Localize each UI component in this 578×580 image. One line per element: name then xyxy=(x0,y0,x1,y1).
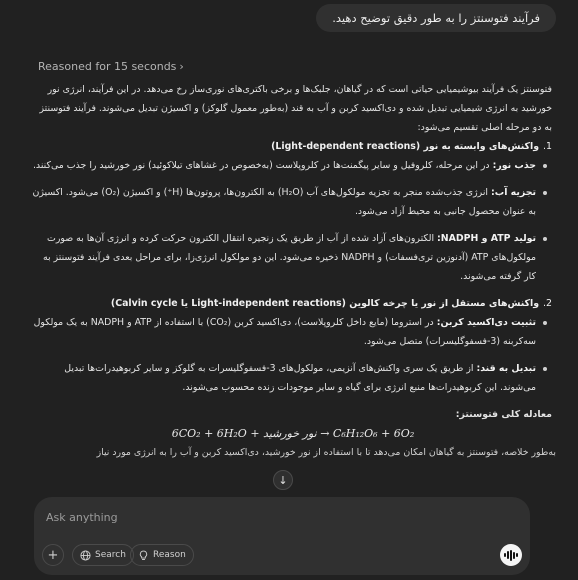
reasoning-label: Reasoned for 15 seconds xyxy=(38,60,177,73)
user-message-bubble xyxy=(316,4,556,32)
bullet-text: انرژی جذب‌شده منجر به تجزیه مولکول‌های آب (H₂O) به الکترون‌ها، پروتون‌ها (H⁺) و اکسیژن (O₂) می‌شود. اکسیژن به عنوان محصول جانبی به محیط آزاد می‌شود. xyxy=(32,187,536,217)
photosynthesis-equation: 6CO₂ + 6H₂O + نور خورشید → C₆H₁₂O₆ + 6O₂ xyxy=(171,427,415,440)
bullet-term: تولید ATP و NADPH: xyxy=(437,233,536,244)
bullet-term: جذب نور: xyxy=(492,160,536,171)
bullet-text: در این مرحله، کلروفیل و سایر پیگمنت‌ها در کلروپلاست (به‌خصوص در غشاهای تیلاکوئید) نور خورشید را جذب می‌کنند. xyxy=(32,160,490,171)
list-item xyxy=(30,156,536,175)
plus-icon: + xyxy=(47,547,59,563)
message-input[interactable] xyxy=(46,507,516,527)
attach-button[interactable] xyxy=(42,544,64,566)
globe-icon xyxy=(80,550,91,561)
message-composer xyxy=(34,497,530,575)
bullet-term: تبدیل به قند: xyxy=(476,363,536,374)
section-1-list xyxy=(30,156,556,286)
waveform-icon xyxy=(504,550,518,561)
voice-mode-button[interactable] xyxy=(500,544,522,566)
section-2-list xyxy=(30,313,556,397)
search-button[interactable] xyxy=(72,544,134,566)
lightbulb-icon xyxy=(138,550,149,561)
section-heading-2 xyxy=(30,294,556,313)
list-item xyxy=(30,229,536,286)
answer-intro: فتوسنتز یک فرآیند بیوشیمیایی حیاتی است که در گیاهان، جلبک‌ها و برخی باکتری‌های نوری‌ساز رخ می‌دهد. در این فرآیند، انرژی نور خورشید به انرژی شیمیایی تبدیل شده و دی‌اکسید کربن و آب به قند (به‌طور معمول گلوکز) و اکسیژن تبدیل می‌شوند. فرآیند فتوسنتز به دو مرحله اصلی تقسیم می‌شود: xyxy=(39,84,552,133)
bullet-text: در استروما (مایع داخل کلروپلاست)، دی‌اکسید کربن (CO₂) با استفاده از ATP و NADPH به یک مولکول سه‌کربنه (3-فسفوگلیسرات) متصل می‌شود. xyxy=(33,317,536,347)
user-message-text: فرآیند فتوسنتز را به طور دقیق توضیح دهید. xyxy=(332,11,540,25)
bullet-term: تثبیت دی‌اکسید کربن: xyxy=(436,317,536,328)
reasoning-toggle[interactable] xyxy=(38,60,184,73)
list-item xyxy=(30,313,536,351)
scroll-down-button[interactable] xyxy=(273,470,293,490)
equation-title: معادله کلی فتوسنتز: xyxy=(455,409,552,420)
bullet-text: از طریق یک سری واکنش‌های آنزیمی، مولکول‌های 3-فسفوگلیسرات به گلوکز و سایر کربوهیدرات‌ها تبدیل می‌شوند. این کربوهیدرات‌ها منبع انرژی برای گیاه و سایر موجودات زنده محسوب می‌شوند. xyxy=(64,363,536,393)
search-label: Search xyxy=(95,550,126,560)
assistant-answer xyxy=(30,80,556,462)
chevron-right-icon: › xyxy=(179,60,184,73)
section-heading-1 xyxy=(30,137,556,156)
list-item xyxy=(30,359,536,397)
reason-button[interactable] xyxy=(130,544,194,566)
bullet-text: الکترون‌های آزاد شده از آب از طریق یک زنجیره انتقال الکترون حرکت کرده و انرژی آن‌ها به صورت مولکول‌های ATP (آدنوزین تری‌فسفات) و NADPH ذخیره می‌شود. این دو مولکول انرژی‌زا، برای مراحل بعدی فرآیند فتوسنتز به کار گرفته می‌شوند. xyxy=(42,233,536,282)
list-item xyxy=(30,183,536,221)
section-number: 1. xyxy=(543,141,552,152)
section-title: واکنش‌های وابسته به نور (Light-dependent reactions) xyxy=(271,141,540,152)
arrow-down-icon: ↓ xyxy=(278,473,288,487)
reason-label: Reason xyxy=(153,550,186,560)
section-title: واکنش‌های مستقل از نور یا چرخه کالوین (Light-independent reactions یا Calvin cycle) xyxy=(110,298,540,309)
section-number: 2. xyxy=(543,298,552,309)
bullet-term: تجزیه آب: xyxy=(491,187,536,198)
answer-summary: به‌طور خلاصه، فتوسنتز به گیاهان امکان می‌دهد تا با استفاده از نور خورشید، دی‌اکسید کربن و آب را به انرژی مورد نیاز xyxy=(96,447,556,458)
